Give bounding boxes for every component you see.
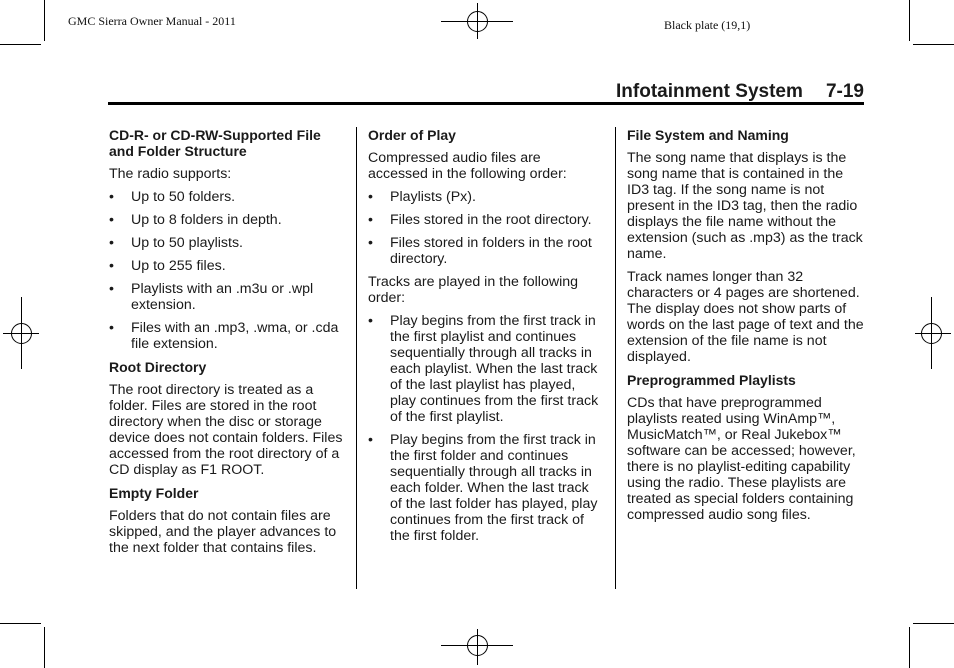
list-item: • Files with an .mp3, .wma, or .cda file extension. bbox=[109, 320, 339, 352]
crop-mark bbox=[913, 623, 954, 624]
registration-circle bbox=[11, 323, 32, 344]
heading-empty-folder: Empty Folder bbox=[109, 485, 199, 501]
crop-mark bbox=[44, 0, 45, 41]
bullet-icon: • bbox=[109, 235, 114, 251]
bullet-icon: • bbox=[368, 189, 373, 205]
heading-supported-structure: CD-R- or CD-RW-Supported File and Folder Structure bbox=[109, 127, 321, 159]
paragraph-file-system-2: Track names longer than 32 characters or 4 pages are shortened. The display does not show parts of words on the last page of text and the extension of the file name is not displayed. bbox=[627, 269, 864, 365]
column-divider bbox=[356, 127, 357, 589]
paragraph-file-system-1: The song name that displays is the song name that is contained in the ID3 tag. If the song name is not present in the ID3 tag, then the radio displays the file name without the extension (such as .mp3) as the track name. bbox=[627, 150, 863, 262]
crop-mark bbox=[44, 627, 45, 668]
column-1 bbox=[109, 127, 349, 563]
list-item: • Playlists (Px). bbox=[368, 189, 476, 205]
bullet-icon: • bbox=[109, 281, 114, 297]
column-divider bbox=[615, 127, 616, 589]
paragraph-empty-folder: Folders that do not contain files are skipped, and the player advances to the next folder that contains files. bbox=[109, 508, 337, 556]
list-order bbox=[368, 189, 604, 267]
bullet-icon: • bbox=[368, 432, 373, 448]
list-item: • Play begins from the first track in the first playlist and continues sequentially through all tracks in each playlist. When the last track of the last playlist has played, play continues from the first track of the first playlist. bbox=[368, 313, 599, 425]
paragraph-order: Compressed audio files are accessed in the following order: bbox=[368, 150, 567, 182]
column-3 bbox=[627, 127, 865, 530]
paragraph-tracks: Tracks are played in the following order: bbox=[368, 274, 579, 306]
paragraph-preprogrammed: CDs that have preprogrammed playlists reated using WinAmp™, MusicMatch™, or Real Jukebox™ software can be accessed; however, there is no playlist-editing capability using the radio. These playlists are treated as special folders containing compressed audio song files. bbox=[627, 395, 856, 523]
column-2 bbox=[368, 127, 604, 551]
header-rule bbox=[108, 102, 864, 105]
crop-mark bbox=[913, 44, 954, 45]
list-item: • Up to 50 folders. bbox=[109, 189, 236, 205]
list-item: • Files stored in folders in the root directory. bbox=[368, 235, 592, 267]
crop-mark bbox=[909, 627, 910, 668]
list-item: • Up to 8 folders in depth. bbox=[109, 212, 282, 228]
crop-mark bbox=[0, 623, 41, 624]
bullet-icon: • bbox=[109, 258, 114, 274]
bullet-icon: • bbox=[109, 320, 114, 336]
list-item: • Up to 50 playlists. bbox=[109, 235, 243, 251]
registration-circle bbox=[467, 635, 488, 656]
crop-mark bbox=[0, 44, 41, 45]
page-number: 7-19 bbox=[825, 81, 864, 102]
section-title: Infotainment System bbox=[616, 81, 803, 102]
heading-preprogrammed-playlists: Preprogrammed Playlists bbox=[627, 372, 796, 388]
bullet-icon: • bbox=[368, 313, 373, 329]
paragraph-supports: The radio supports: bbox=[109, 166, 232, 182]
bullet-icon: • bbox=[109, 189, 114, 205]
registration-circle bbox=[921, 323, 942, 344]
bullet-icon: • bbox=[109, 212, 114, 228]
heading-order-of-play: Order of Play bbox=[368, 127, 456, 143]
list-item: • Playlists with an .m3u or .wpl extension. bbox=[109, 281, 314, 313]
list-supports bbox=[109, 189, 349, 352]
plate-number: Black plate (19,1) bbox=[664, 18, 751, 32]
heading-root-directory: Root Directory bbox=[109, 359, 207, 375]
list-tracks bbox=[368, 313, 604, 544]
list-item: • Files stored in the root directory. bbox=[368, 212, 592, 228]
registration-circle bbox=[467, 11, 488, 32]
list-item: • Up to 255 files. bbox=[109, 258, 226, 274]
list-item: • Play begins from the first track in the first folder and continues sequentially through all tracks in each folder. When the last track of the last folder has played, play continues from the first track of the first folder. bbox=[368, 432, 598, 544]
crop-mark bbox=[909, 0, 910, 41]
bullet-icon: • bbox=[368, 235, 373, 251]
heading-file-system: File System and Naming bbox=[627, 127, 789, 143]
paragraph-root-directory: The root directory is treated as a folder. Files are stored in the root directory when the disc or storage device does not contain folders. Files accessed from the root directory of a CD display as F1 ROOT. bbox=[109, 382, 343, 478]
plate-title: GMC Sierra Owner Manual - 2011 bbox=[68, 14, 236, 28]
bullet-icon: • bbox=[368, 212, 373, 228]
